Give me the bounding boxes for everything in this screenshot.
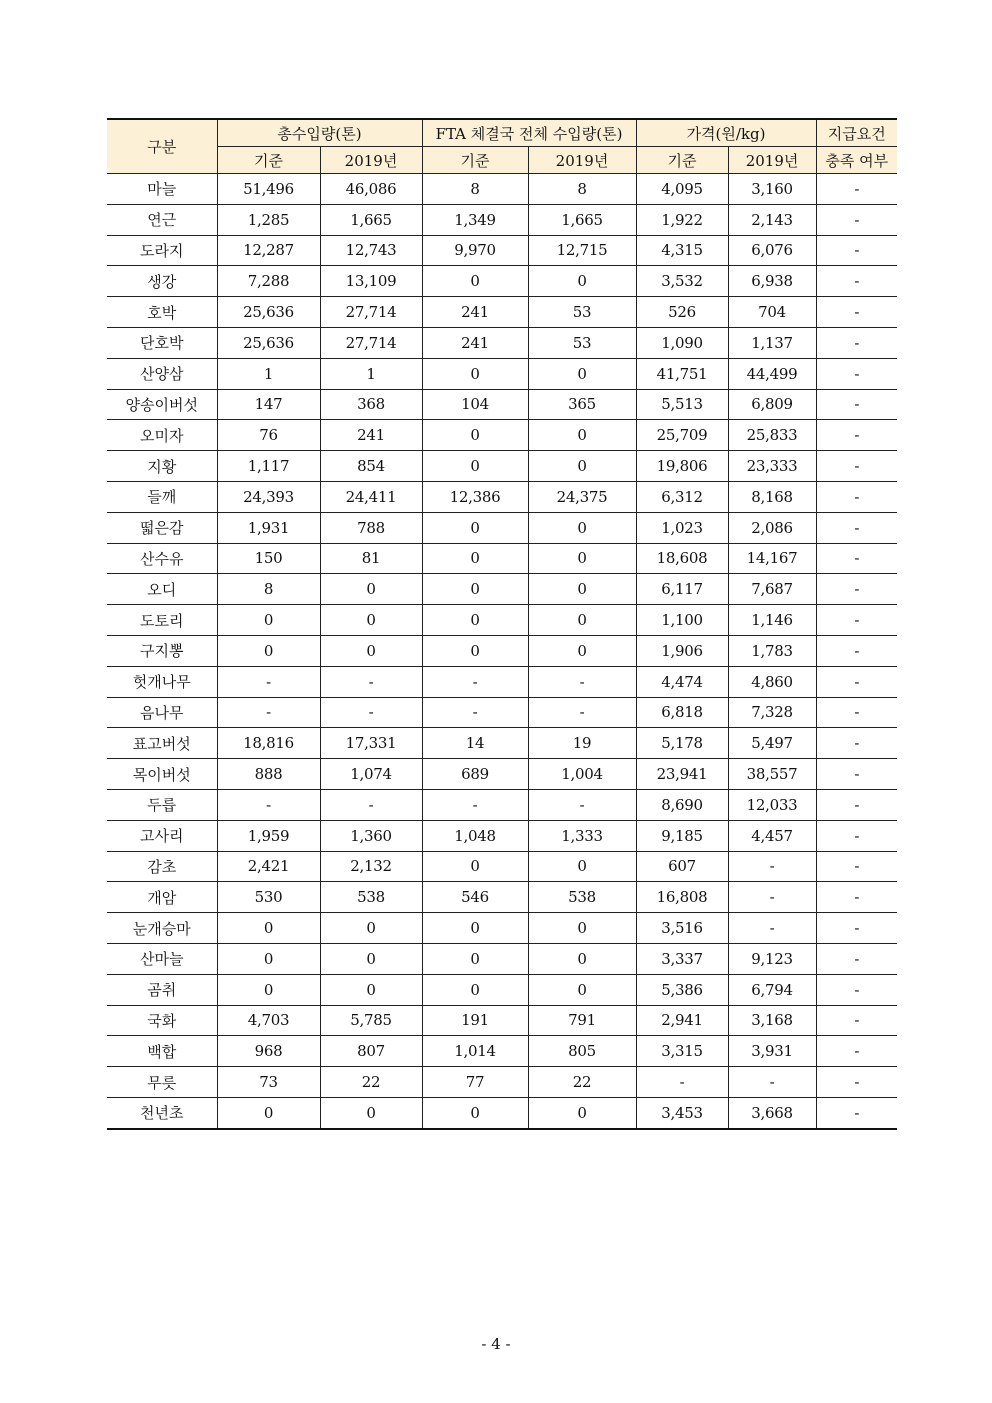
cell-requirement: -	[816, 913, 897, 944]
table-row	[107, 512, 897, 543]
header-price: 가격(원/kg)	[636, 119, 816, 147]
cell-fta-2019: 0	[528, 913, 636, 944]
header-requirement-line2: 충족 여부	[816, 147, 897, 174]
cell-total-base: 0	[217, 1097, 320, 1128]
table-row	[107, 913, 897, 944]
cell-price-2019: 7,687	[728, 574, 816, 605]
header-fta-base: 기준	[422, 147, 528, 174]
cell-price-base: 526	[636, 297, 728, 328]
cell-price-base: 6,312	[636, 481, 728, 512]
cell-requirement: -	[816, 789, 897, 820]
table-row	[107, 174, 897, 205]
cell-requirement: -	[816, 543, 897, 574]
cell-total-base: 25,636	[217, 327, 320, 358]
cell-requirement: -	[816, 759, 897, 790]
table-row	[107, 820, 897, 851]
cell-price-2019: -	[728, 851, 816, 882]
cell-price-2019: 1,783	[728, 635, 816, 666]
cell-total-2019: 12,743	[320, 235, 422, 266]
cell-category: 호박	[107, 297, 217, 328]
cell-total-2019: 0	[320, 913, 422, 944]
cell-category: 산수유	[107, 543, 217, 574]
cell-fta-2019: 538	[528, 882, 636, 913]
cell-requirement: -	[816, 297, 897, 328]
cell-total-base: 8	[217, 574, 320, 605]
cell-price-2019: 3,168	[728, 1005, 816, 1036]
cell-price-2019: 4,457	[728, 820, 816, 851]
cell-price-base: -	[636, 1067, 728, 1098]
cell-fta-2019: 24,375	[528, 481, 636, 512]
cell-price-base: 8,690	[636, 789, 728, 820]
cell-total-base: 4,703	[217, 1005, 320, 1036]
cell-category: 국화	[107, 1005, 217, 1036]
cell-total-base: 147	[217, 389, 320, 420]
cell-price-2019: 5,497	[728, 728, 816, 759]
table-row	[107, 666, 897, 697]
cell-price-base: 5,386	[636, 974, 728, 1005]
cell-total-base: 76	[217, 420, 320, 451]
cell-total-2019: 27,714	[320, 297, 422, 328]
cell-price-base: 1,100	[636, 605, 728, 636]
cell-category: 개암	[107, 882, 217, 913]
cell-total-base: 530	[217, 882, 320, 913]
cell-fta-2019: 1,665	[528, 204, 636, 235]
cell-fta-2019: 22	[528, 1067, 636, 1098]
cell-fta-base: -	[422, 697, 528, 728]
cell-total-2019: 5,785	[320, 1005, 422, 1036]
cell-fta-base: 0	[422, 635, 528, 666]
cell-price-base: 5,178	[636, 728, 728, 759]
cell-requirement: -	[816, 235, 897, 266]
cell-total-base: 1,959	[217, 820, 320, 851]
cell-price-base: 4,095	[636, 174, 728, 205]
cell-total-base: 12,287	[217, 235, 320, 266]
cell-fta-2019: 0	[528, 266, 636, 297]
table-row	[107, 266, 897, 297]
cell-fta-base: 0	[422, 974, 528, 1005]
cell-requirement: -	[816, 1005, 897, 1036]
cell-category: 산양삼	[107, 358, 217, 389]
header-price-base: 기준	[636, 147, 728, 174]
table-row	[107, 882, 897, 913]
table-row	[107, 759, 897, 790]
import-price-table	[107, 118, 897, 1130]
cell-requirement: -	[816, 174, 897, 205]
cell-fta-base: 12,386	[422, 481, 528, 512]
cell-price-base: 6,818	[636, 697, 728, 728]
cell-requirement: -	[816, 451, 897, 482]
cell-price-base: 16,808	[636, 882, 728, 913]
cell-total-2019: 13,109	[320, 266, 422, 297]
header-fta-import: FTA 체결국 전체 수입량(톤)	[422, 119, 636, 147]
cell-fta-2019: 53	[528, 297, 636, 328]
cell-category: 헛개나무	[107, 666, 217, 697]
table-row	[107, 420, 897, 451]
cell-fta-2019: 0	[528, 512, 636, 543]
table-row	[107, 974, 897, 1005]
cell-fta-base: 0	[422, 851, 528, 882]
header-requirement-line1: 지급요건	[816, 119, 897, 147]
cell-requirement: -	[816, 512, 897, 543]
cell-price-base: 19,806	[636, 451, 728, 482]
cell-category: 목이버섯	[107, 759, 217, 790]
cell-category: 도라지	[107, 235, 217, 266]
cell-fta-2019: 0	[528, 943, 636, 974]
cell-total-2019: 0	[320, 943, 422, 974]
cell-category: 곰취	[107, 974, 217, 1005]
table-row	[107, 543, 897, 574]
cell-category: 구지뽕	[107, 635, 217, 666]
cell-price-base: 1,906	[636, 635, 728, 666]
cell-requirement: -	[816, 882, 897, 913]
cell-fta-2019: 0	[528, 851, 636, 882]
cell-total-2019: 0	[320, 574, 422, 605]
cell-price-2019: -	[728, 913, 816, 944]
cell-category: 백합	[107, 1036, 217, 1067]
cell-price-base: 9,185	[636, 820, 728, 851]
cell-price-base: 41,751	[636, 358, 728, 389]
cell-category: 들깨	[107, 481, 217, 512]
header-total-base: 기준	[217, 147, 320, 174]
cell-price-2019: 25,833	[728, 420, 816, 451]
cell-category: 감초	[107, 851, 217, 882]
cell-category: 오디	[107, 574, 217, 605]
cell-total-2019: 854	[320, 451, 422, 482]
cell-price-2019: 6,076	[728, 235, 816, 266]
cell-requirement: -	[816, 943, 897, 974]
cell-category: 무릇	[107, 1067, 217, 1098]
cell-total-2019: 0	[320, 635, 422, 666]
table-row	[107, 1097, 897, 1128]
cell-fta-base: 0	[422, 913, 528, 944]
cell-price-2019: 3,160	[728, 174, 816, 205]
cell-price-base: 18,608	[636, 543, 728, 574]
cell-requirement: -	[816, 697, 897, 728]
cell-total-base: 150	[217, 543, 320, 574]
cell-total-base: 888	[217, 759, 320, 790]
table-row	[107, 358, 897, 389]
cell-category: 지황	[107, 451, 217, 482]
cell-fta-2019: 0	[528, 974, 636, 1005]
cell-price-2019: 1,137	[728, 327, 816, 358]
cell-total-2019: 2,132	[320, 851, 422, 882]
table-row	[107, 1005, 897, 1036]
cell-price-base: 1,023	[636, 512, 728, 543]
cell-price-2019: 12,033	[728, 789, 816, 820]
cell-requirement: -	[816, 820, 897, 851]
cell-total-base: 1,285	[217, 204, 320, 235]
cell-fta-base: 9,970	[422, 235, 528, 266]
cell-price-2019: 4,860	[728, 666, 816, 697]
cell-total-base: 7,288	[217, 266, 320, 297]
cell-category: 오미자	[107, 420, 217, 451]
cell-fta-2019: 53	[528, 327, 636, 358]
cell-total-base: 1,117	[217, 451, 320, 482]
cell-fta-2019: 19	[528, 728, 636, 759]
cell-requirement: -	[816, 574, 897, 605]
cell-fta-base: 0	[422, 420, 528, 451]
cell-category: 마늘	[107, 174, 217, 205]
table-body	[107, 174, 897, 1129]
cell-requirement: -	[816, 1036, 897, 1067]
table-row	[107, 697, 897, 728]
cell-requirement: -	[816, 389, 897, 420]
cell-total-base: 0	[217, 605, 320, 636]
cell-requirement: -	[816, 327, 897, 358]
cell-fta-base: 241	[422, 327, 528, 358]
cell-fta-2019: 0	[528, 420, 636, 451]
cell-price-base: 607	[636, 851, 728, 882]
cell-requirement: -	[816, 728, 897, 759]
table-row	[107, 327, 897, 358]
cell-fta-base: 0	[422, 266, 528, 297]
page-number: - 4 -	[481, 1335, 511, 1353]
cell-price-base: 4,315	[636, 235, 728, 266]
cell-fta-base: 0	[422, 512, 528, 543]
cell-requirement: -	[816, 420, 897, 451]
cell-fta-base: 0	[422, 543, 528, 574]
cell-price-2019: -	[728, 1067, 816, 1098]
cell-fta-2019: 0	[528, 358, 636, 389]
cell-total-2019: 1,074	[320, 759, 422, 790]
header-total-import: 총수입량(톤)	[217, 119, 422, 147]
table-row	[107, 605, 897, 636]
cell-total-2019: 1,360	[320, 820, 422, 851]
cell-total-base: 0	[217, 913, 320, 944]
cell-requirement: -	[816, 481, 897, 512]
cell-price-2019: -	[728, 882, 816, 913]
cell-fta-base: 0	[422, 451, 528, 482]
header-price-2019: 2019년	[728, 147, 816, 174]
cell-category: 도토리	[107, 605, 217, 636]
cell-price-2019: 6,809	[728, 389, 816, 420]
table-row	[107, 635, 897, 666]
cell-price-base: 1,922	[636, 204, 728, 235]
cell-price-base: 3,516	[636, 913, 728, 944]
header-total-2019: 2019년	[320, 147, 422, 174]
table-row	[107, 1036, 897, 1067]
header-row-sub	[107, 147, 897, 174]
cell-price-2019: 6,794	[728, 974, 816, 1005]
cell-fta-base: 191	[422, 1005, 528, 1036]
cell-price-2019: 9,123	[728, 943, 816, 974]
cell-total-2019: 241	[320, 420, 422, 451]
table-row	[107, 1067, 897, 1098]
cell-fta-base: 8	[422, 174, 528, 205]
cell-total-base: 25,636	[217, 297, 320, 328]
cell-price-base: 6,117	[636, 574, 728, 605]
cell-fta-base: 0	[422, 605, 528, 636]
cell-fta-2019: 0	[528, 605, 636, 636]
cell-fta-2019: 12,715	[528, 235, 636, 266]
cell-total-2019: 17,331	[320, 728, 422, 759]
table-row	[107, 789, 897, 820]
cell-fta-base: 689	[422, 759, 528, 790]
cell-fta-base: 14	[422, 728, 528, 759]
header-category: 구분	[107, 119, 217, 174]
table-row	[107, 851, 897, 882]
cell-price-2019: 8,168	[728, 481, 816, 512]
table-row	[107, 204, 897, 235]
cell-fta-2019: -	[528, 789, 636, 820]
cell-price-2019: 6,938	[728, 266, 816, 297]
cell-fta-2019: -	[528, 697, 636, 728]
cell-fta-2019: 0	[528, 574, 636, 605]
cell-requirement: -	[816, 666, 897, 697]
cell-price-2019: 3,668	[728, 1097, 816, 1128]
table-row	[107, 481, 897, 512]
table-row	[107, 451, 897, 482]
cell-total-2019: 1,665	[320, 204, 422, 235]
cell-category: 양송이버섯	[107, 389, 217, 420]
cell-price-2019: 38,557	[728, 759, 816, 790]
cell-price-base: 4,474	[636, 666, 728, 697]
cell-requirement: -	[816, 204, 897, 235]
table-row	[107, 574, 897, 605]
cell-category: 표고버섯	[107, 728, 217, 759]
cell-fta-base: 546	[422, 882, 528, 913]
cell-price-base: 3,532	[636, 266, 728, 297]
table-row	[107, 943, 897, 974]
cell-fta-base: 241	[422, 297, 528, 328]
cell-total-base: 51,496	[217, 174, 320, 205]
cell-fta-2019: -	[528, 666, 636, 697]
cell-fta-2019: 365	[528, 389, 636, 420]
cell-fta-2019: 1,004	[528, 759, 636, 790]
cell-total-base: 1,931	[217, 512, 320, 543]
cell-price-2019: 2,143	[728, 204, 816, 235]
table-row	[107, 297, 897, 328]
cell-price-base: 25,709	[636, 420, 728, 451]
header-fta-2019: 2019년	[528, 147, 636, 174]
cell-total-2019: 788	[320, 512, 422, 543]
cell-requirement: -	[816, 266, 897, 297]
cell-total-base: 0	[217, 974, 320, 1005]
cell-total-2019: 27,714	[320, 327, 422, 358]
cell-fta-base: 1,349	[422, 204, 528, 235]
cell-total-base: 968	[217, 1036, 320, 1067]
cell-fta-2019: 791	[528, 1005, 636, 1036]
cell-price-base: 23,941	[636, 759, 728, 790]
cell-price-2019: 704	[728, 297, 816, 328]
cell-total-2019: 0	[320, 605, 422, 636]
cell-requirement: -	[816, 851, 897, 882]
cell-fta-2019: 0	[528, 1097, 636, 1128]
cell-requirement: -	[816, 605, 897, 636]
cell-total-2019: 368	[320, 389, 422, 420]
cell-fta-2019: 8	[528, 174, 636, 205]
table-row	[107, 728, 897, 759]
cell-category: 단호박	[107, 327, 217, 358]
cell-price-2019: 2,086	[728, 512, 816, 543]
cell-total-base: 2,421	[217, 851, 320, 882]
cell-fta-2019: 0	[528, 635, 636, 666]
cell-total-base: -	[217, 666, 320, 697]
cell-price-2019: 1,146	[728, 605, 816, 636]
cell-total-base: 0	[217, 943, 320, 974]
cell-fta-base: -	[422, 666, 528, 697]
cell-total-2019: -	[320, 789, 422, 820]
cell-fta-base: 104	[422, 389, 528, 420]
cell-price-2019: 44,499	[728, 358, 816, 389]
cell-fta-2019: 805	[528, 1036, 636, 1067]
cell-fta-base: 0	[422, 574, 528, 605]
cell-total-base: 73	[217, 1067, 320, 1098]
cell-price-2019: 3,931	[728, 1036, 816, 1067]
cell-price-base: 5,513	[636, 389, 728, 420]
cell-category: 산마늘	[107, 943, 217, 974]
cell-category: 눈개승마	[107, 913, 217, 944]
cell-category: 두릅	[107, 789, 217, 820]
cell-total-2019: 0	[320, 1097, 422, 1128]
table-row	[107, 235, 897, 266]
cell-total-2019: 46,086	[320, 174, 422, 205]
cell-price-base: 2,941	[636, 1005, 728, 1036]
cell-total-2019: 0	[320, 974, 422, 1005]
header-row-top	[107, 119, 897, 147]
cell-category: 떫은감	[107, 512, 217, 543]
cell-fta-base: 1,014	[422, 1036, 528, 1067]
cell-fta-base: -	[422, 789, 528, 820]
cell-price-2019: 7,328	[728, 697, 816, 728]
cell-requirement: -	[816, 1097, 897, 1128]
cell-fta-base: 0	[422, 358, 528, 389]
cell-requirement: -	[816, 974, 897, 1005]
cell-total-base: 1	[217, 358, 320, 389]
cell-price-base: 1,090	[636, 327, 728, 358]
cell-price-2019: 14,167	[728, 543, 816, 574]
cell-price-2019: 23,333	[728, 451, 816, 482]
cell-category: 연근	[107, 204, 217, 235]
cell-requirement: -	[816, 635, 897, 666]
cell-total-2019: -	[320, 697, 422, 728]
cell-fta-base: 77	[422, 1067, 528, 1098]
cell-total-base: -	[217, 789, 320, 820]
cell-total-base: 0	[217, 635, 320, 666]
cell-total-2019: 24,411	[320, 481, 422, 512]
cell-category: 천년초	[107, 1097, 217, 1128]
cell-fta-base: 1,048	[422, 820, 528, 851]
cell-category: 생강	[107, 266, 217, 297]
cell-fta-2019: 0	[528, 451, 636, 482]
cell-fta-2019: 1,333	[528, 820, 636, 851]
cell-total-base: 18,816	[217, 728, 320, 759]
cell-total-base: 24,393	[217, 481, 320, 512]
cell-price-base: 3,453	[636, 1097, 728, 1128]
cell-fta-2019: 0	[528, 543, 636, 574]
cell-total-base: -	[217, 697, 320, 728]
cell-total-2019: 1	[320, 358, 422, 389]
cell-price-base: 3,337	[636, 943, 728, 974]
cell-price-base: 3,315	[636, 1036, 728, 1067]
cell-total-2019: 22	[320, 1067, 422, 1098]
cell-total-2019: 807	[320, 1036, 422, 1067]
cell-total-2019: -	[320, 666, 422, 697]
cell-category: 고사리	[107, 820, 217, 851]
cell-requirement: -	[816, 1067, 897, 1098]
cell-fta-base: 0	[422, 943, 528, 974]
table-row	[107, 389, 897, 420]
cell-fta-base: 0	[422, 1097, 528, 1128]
cell-total-2019: 81	[320, 543, 422, 574]
cell-total-2019: 538	[320, 882, 422, 913]
cell-category: 음나무	[107, 697, 217, 728]
cell-requirement: -	[816, 358, 897, 389]
